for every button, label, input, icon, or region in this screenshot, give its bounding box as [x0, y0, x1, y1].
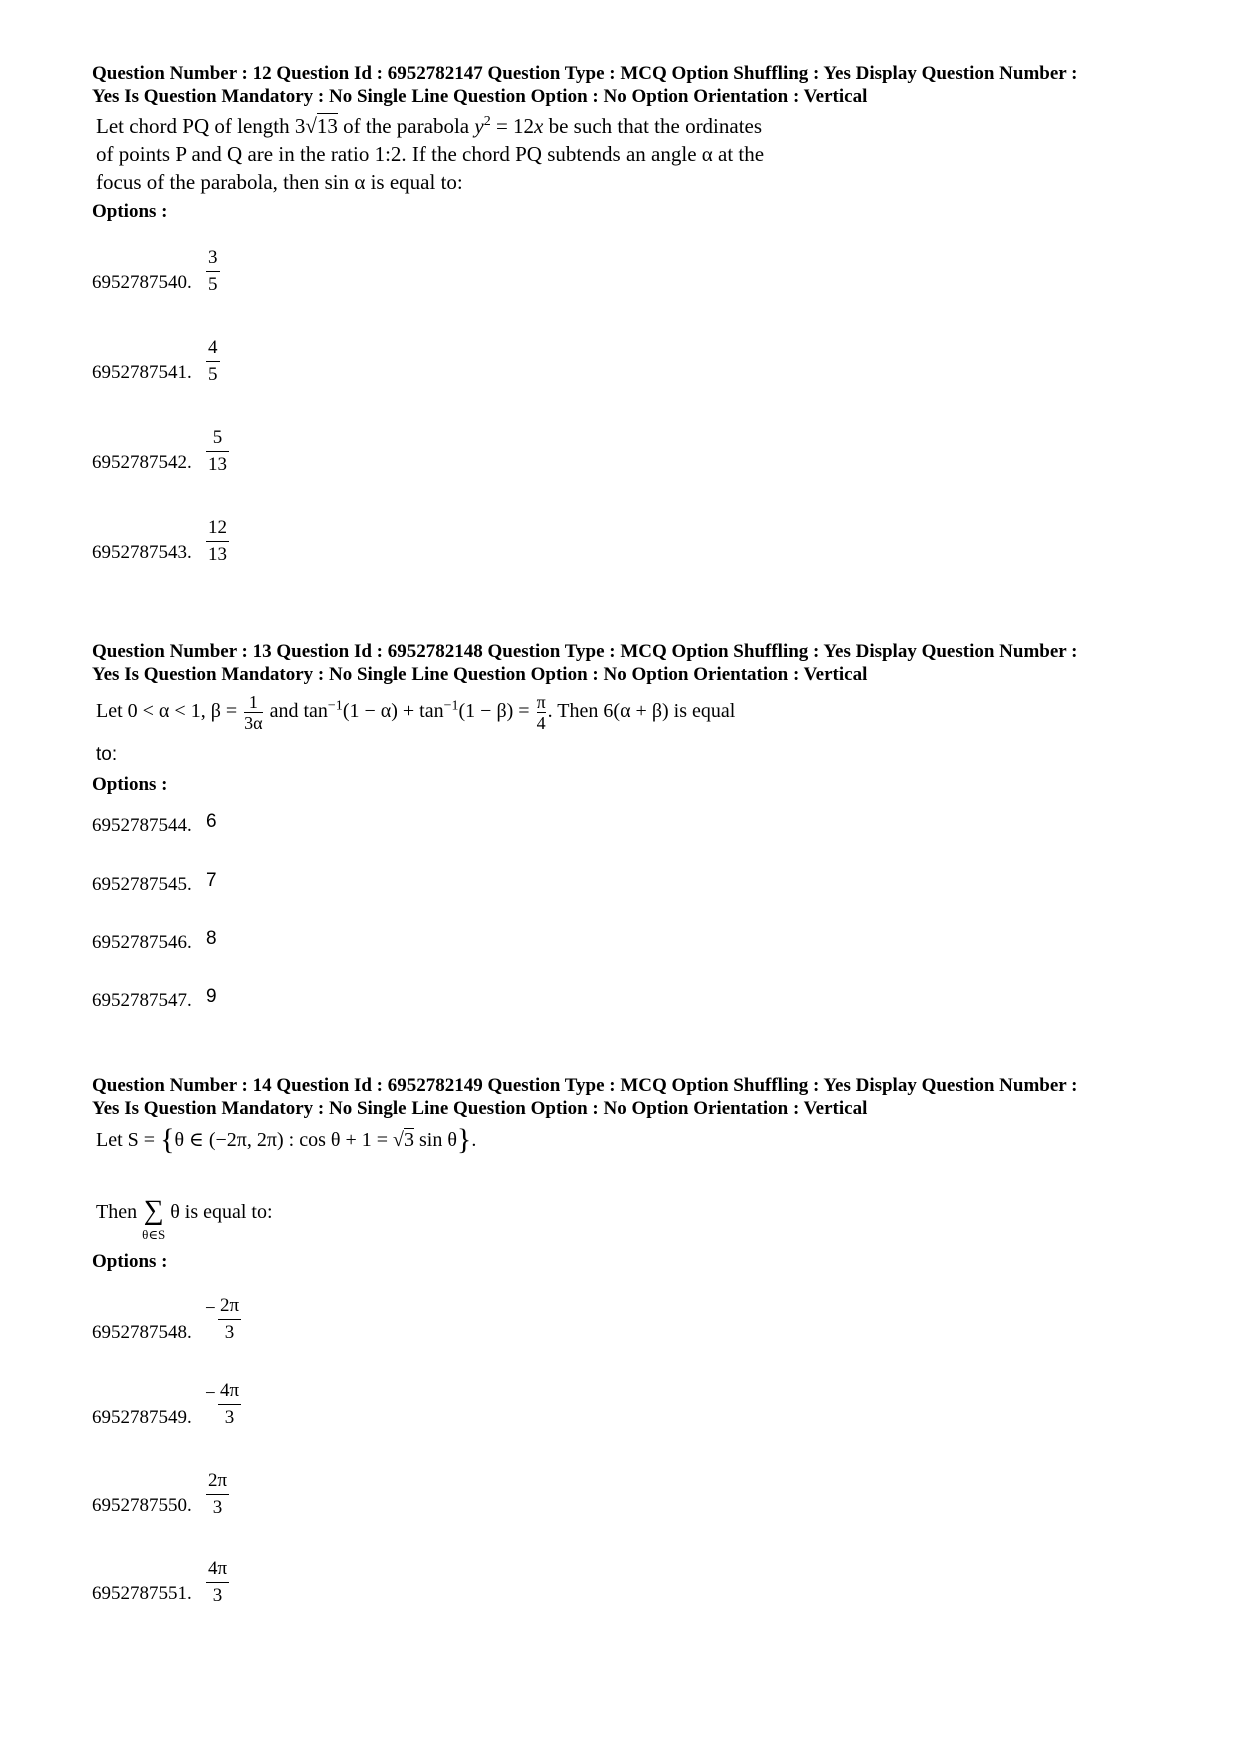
- brace-close: }: [456, 1123, 472, 1156]
- fraction-denominator: 3: [224, 1407, 235, 1428]
- option-fraction: [206, 427, 229, 476]
- fraction-bar: [206, 451, 229, 452]
- stem-text: Then: [96, 1201, 143, 1223]
- stem-text: . Then 6(α + β) is equal: [547, 700, 736, 723]
- option[interactable]: [92, 474, 1172, 564]
- sqrt-symbol: √: [393, 1129, 404, 1151]
- option[interactable]: [92, 384, 1172, 474]
- fraction-bar: [218, 1319, 241, 1320]
- stem-text: θ is equal to:: [165, 1201, 273, 1223]
- brace-open: {: [160, 1123, 175, 1156]
- question-stem: [96, 112, 1172, 196]
- option[interactable]: [92, 954, 1172, 1012]
- math-var: x: [534, 114, 544, 138]
- stem-text: (1 − α) + tan: [342, 700, 444, 723]
- option-id: 6952787544.: [92, 815, 192, 836]
- math-exponent: −1: [327, 698, 343, 714]
- option-fraction: [218, 1380, 241, 1429]
- stem-text: Let 0 < α < 1, β =: [96, 700, 238, 723]
- option-id: 6952787540.: [92, 272, 192, 293]
- fraction-denominator: 3: [212, 1497, 223, 1518]
- question-meta-line-1: Question Number : 13 Question Id : 6952782148 Question Type : MCQ Option Shuffling : Yes Display Question Number :: [92, 641, 1078, 662]
- sqrt-symbol: √: [305, 114, 317, 138]
- question-meta-line-1: Question Number : 14 Question Id : 6952782149 Question Type : MCQ Option Shuffling : Yes Display Question Number :: [92, 1075, 1078, 1096]
- option-fraction: [206, 337, 220, 386]
- stem-text: be such that the ordinates: [543, 114, 763, 138]
- fraction-denominator: 13: [208, 544, 227, 565]
- negative-sign: −: [205, 1383, 216, 1404]
- sigma-symbol: ∑: [143, 1195, 164, 1226]
- fraction-numerator: 2π: [208, 1470, 228, 1491]
- option-id: 6952787549.: [92, 1407, 192, 1428]
- stem-text: = 12: [490, 114, 535, 138]
- option-id: 6952787542.: [92, 452, 192, 473]
- fraction-numerator: 4π: [220, 1380, 240, 1401]
- fraction-denominator: 3α: [244, 713, 263, 733]
- math-exponent: 2: [483, 114, 491, 129]
- question-12: [92, 62, 1172, 564]
- sqrt-radicand: 13: [316, 114, 338, 138]
- options-label: Options :: [92, 1251, 168, 1272]
- option[interactable]: [92, 226, 1172, 294]
- option-id: 6952787543.: [92, 542, 192, 563]
- stem-text: of the parabola: [337, 114, 475, 138]
- options-label: Options :: [92, 201, 168, 222]
- fraction-bar: [206, 541, 229, 542]
- fraction-bar: [206, 361, 220, 362]
- fraction-numerator: 12: [208, 517, 227, 538]
- fraction-denominator: 13: [208, 454, 227, 475]
- option-id: 6952787547.: [92, 990, 192, 1011]
- option-id: 6952787548.: [92, 1322, 192, 1343]
- option[interactable]: [92, 837, 1172, 896]
- fraction-numerator: 3: [208, 247, 218, 268]
- stem-text: sin θ: [414, 1129, 457, 1151]
- option-fraction: [206, 1470, 229, 1519]
- option-id: 6952787546.: [92, 932, 192, 953]
- stem-line: of points P and Q are in the ratio 1:2. If the chord PQ subtends an angle α at the: [96, 142, 765, 166]
- sigma-subscript: θ∈S: [142, 1227, 166, 1242]
- stem-text: (1 − β) =: [458, 700, 530, 723]
- stem-sum-line: [96, 1195, 1172, 1244]
- question-14: [92, 1074, 1172, 1605]
- negative-sign: −: [205, 1298, 216, 1319]
- fraction-bar: [206, 1494, 229, 1495]
- fraction-numerator: π: [536, 692, 546, 712]
- option[interactable]: [92, 1517, 1172, 1605]
- math-exponent: −1: [443, 698, 459, 714]
- inline-fraction: [537, 692, 546, 733]
- option-value: 8: [206, 928, 217, 949]
- fraction-numerator: 5: [212, 427, 223, 448]
- stem-text: Let chord PQ of length 3: [96, 114, 306, 138]
- inline-fraction: [244, 692, 262, 733]
- stem-text: θ ∈ (−2π, 2π) : cos θ + 1 =: [174, 1129, 394, 1151]
- option[interactable]: [92, 1344, 1172, 1429]
- stem-line: focus of the parabola, then sin α is equal to:: [96, 170, 463, 194]
- question-stem: [96, 1123, 1172, 1244]
- stem-line: to:: [96, 744, 118, 765]
- math-var: y: [474, 114, 484, 138]
- option-fraction: [206, 1558, 229, 1607]
- option-id: 6952787550.: [92, 1495, 192, 1516]
- option[interactable]: [92, 797, 1172, 837]
- question-stem: [96, 692, 1172, 771]
- question-meta-line-2: Yes Is Question Mandatory : No Single Line Question Option : No Option Orientation : Vertical: [92, 1098, 868, 1119]
- question-meta-line-2: Yes Is Question Mandatory : No Single Line Question Option : No Option Orientation : Vertical: [92, 664, 868, 685]
- sqrt-radicand: 3: [404, 1129, 414, 1151]
- stem-text: and tan: [269, 700, 328, 723]
- summation: [142, 1195, 166, 1246]
- question-meta-line-1: Question Number : 12 Question Id : 6952782147 Question Type : MCQ Option Shuffling : Yes Display Question Number :: [92, 63, 1078, 84]
- fraction-numerator: 2π: [220, 1295, 240, 1316]
- option-id: 6952787545.: [92, 874, 192, 895]
- fraction-denominator: 3: [212, 1585, 223, 1606]
- fraction-bar: [218, 1404, 241, 1405]
- fraction-denominator: 4: [536, 713, 546, 733]
- option-fraction: [218, 1295, 241, 1344]
- question-13: [92, 640, 1172, 1012]
- option-fraction: [206, 517, 229, 566]
- option-id: 6952787551.: [92, 1583, 192, 1604]
- fraction-denominator: 5: [208, 274, 218, 295]
- fraction-denominator: 5: [208, 364, 218, 385]
- options-label: Options :: [92, 774, 168, 795]
- fraction-denominator: 3: [224, 1322, 235, 1343]
- question-meta-line-2: Yes Is Question Mandatory : No Single Line Question Option : No Option Orientation : Vertical: [92, 86, 868, 107]
- stem-text: Let S =: [96, 1129, 161, 1151]
- option-value: 9: [206, 986, 217, 1007]
- fraction-bar: [206, 271, 220, 272]
- option-value: 6: [206, 811, 217, 832]
- option[interactable]: [92, 1429, 1172, 1517]
- stem-text: .: [471, 1129, 477, 1151]
- fraction-bar: [206, 1582, 229, 1583]
- option[interactable]: [92, 1274, 1172, 1344]
- fraction-numerator: 4: [208, 337, 218, 358]
- option[interactable]: [92, 294, 1172, 384]
- option[interactable]: [92, 896, 1172, 954]
- option-id: 6952787541.: [92, 362, 192, 383]
- option-value: 7: [206, 870, 217, 891]
- fraction-numerator: 4π: [208, 1558, 228, 1579]
- option-fraction: [206, 247, 220, 296]
- fraction-numerator: 1: [248, 692, 258, 712]
